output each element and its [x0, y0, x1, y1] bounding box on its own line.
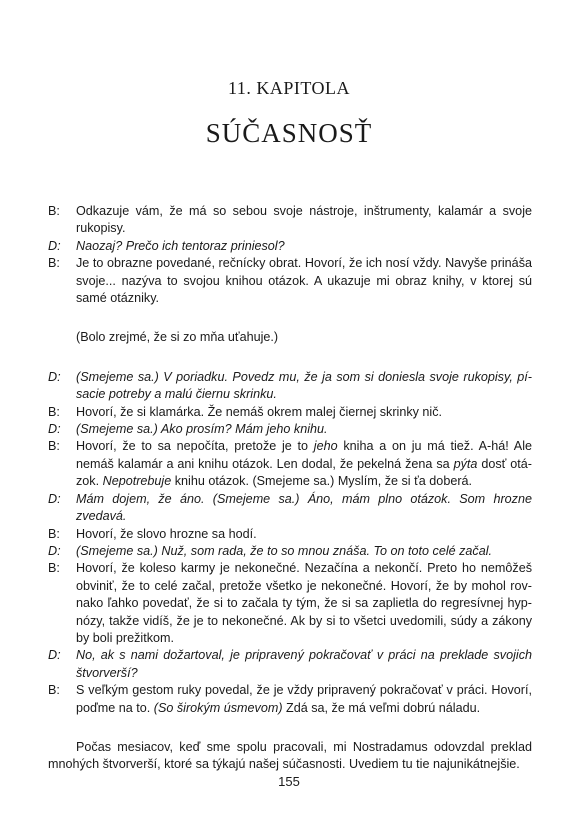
dialogue-text [76, 543, 532, 560]
dialogue-text [76, 404, 532, 421]
speaker-label: B: [48, 404, 60, 419]
dialogue-text [76, 421, 532, 438]
speaker-label: D: [48, 238, 61, 253]
dialogue-text [76, 369, 532, 404]
text-run: Odkazuje vám, že má so sebou svoje nástroje, inštrumenty, kalamár a svoje rukopisy. [76, 204, 532, 236]
dialogue-text [76, 647, 532, 682]
text-run: (Smejeme sa.) Ako prosím? Mám jeho knihu. [76, 422, 328, 437]
page-number: 155 [278, 774, 300, 789]
speaker-label: D: [48, 648, 61, 663]
chapter-label: 11. KAPITOLA [228, 78, 350, 98]
speaker-label: B: [48, 204, 60, 218]
speaker-label: D: [48, 369, 61, 384]
dialogue-text [76, 491, 532, 526]
dialogue-text [76, 682, 532, 717]
dialogue-line [48, 203, 532, 238]
speaker-label: B: [48, 526, 60, 541]
dialogue-line [48, 438, 532, 490]
dialogue-text [76, 438, 532, 490]
dialogue-line [48, 404, 532, 421]
text-run: (Smejeme sa.) Nuž, som rada, že to so mnou znáša. To on toto celé začal. [76, 543, 493, 558]
dialogue-text [76, 238, 532, 255]
dialogue-block [48, 203, 532, 307]
text-run: S veľkým gestom ruky povedal, že je vždy pripravený pokračovať v práci. Hovorí, poďme na to. [76, 683, 532, 715]
dialogue-text [76, 203, 532, 238]
dialogue-block [48, 369, 532, 717]
text-run: Hovorí, že si klamárka. Že nemáš okrem malej čiernej skrinky nič. [76, 404, 443, 419]
text-run: Hovorí, že to sa nepočíta, pretože je to [76, 439, 314, 454]
text-run: Hovorí, že koleso karmy je nekonečné. Nezačína a nekončí. Preto ho nemôžeš obviniť, že to celé začal, pretože všetko je nekonečné. Hovorí, že by mohol rovnako ľahko povedať, že si to začala ty tým, že si sa zaplietla do regresívnej hypnózy, takže vidíš, že je to nekonečné. Ak by si to všetci uvedomili, súdy a zákony by boli prežitkom. [76, 561, 532, 645]
text-run: (Smejeme sa.) V poriadku. Povedz mu, že ja som si doniesla svoje rukopisy, písacie potreby a malú čiernu skrinku. [76, 369, 532, 402]
text-run: No, ak s nami dožartoval, je pripravený pokračovať v práci na preklade svojich štvorverší? [76, 648, 532, 680]
dialogue-line [48, 369, 532, 404]
text-run: jeho [313, 439, 338, 454]
text-run: Zdá sa, že má veľmi dobrú náladu. [282, 700, 481, 715]
closing-paragraph: Počas mesiacov, keď sme spolu pracovali, mi Nostradamus odovzdal preklad mnohých štvorverší, ktoré sa týkajú našej súčasnosti. Uvediem tu tie najunikátnejšie. [48, 739, 532, 772]
dialogue-line [48, 560, 532, 647]
dialogue-line [48, 255, 532, 307]
text-run: Mám dojem, že áno. (Smejeme sa.) Áno, mám plno otázok. Som hrozne zvedavá. [76, 491, 532, 524]
text-run: Nepotrebuje [102, 474, 172, 489]
dialogue-line [48, 682, 532, 717]
text-run: kniha a on ju má tiež. A-há! Ale nemáš kalamár a ani knihu otázok. Len dodal, že pekelná žena sa [76, 439, 532, 471]
chapter-title: SÚČASNOSŤ [205, 118, 373, 148]
narration-note: (Bolo zrejmé, že si zo mňa uťahuje.) [76, 330, 279, 345]
speaker-label: D: [48, 543, 61, 558]
dialogue-text [76, 560, 532, 647]
text-run: Naozaj? Prečo ich tentoraz priniesol? [76, 238, 285, 253]
speaker-label: B: [48, 683, 60, 698]
speaker-label: B: [48, 561, 60, 576]
dialogue-line [48, 526, 532, 543]
text-run: Hovorí, že slovo hrozne sa hodí. [76, 526, 257, 541]
dialogue-line [48, 238, 532, 255]
text-run: pýta [453, 456, 478, 471]
text-run: knihu otázok. (Smejeme sa.) Myslím, že si ťa doberá. [171, 474, 473, 489]
dialogue-line [48, 491, 532, 526]
speaker-label: D: [48, 491, 61, 506]
dialogue-text [76, 255, 532, 307]
dialogue-line [48, 647, 532, 682]
text-run: dosť otázok. [76, 456, 532, 489]
text-run: (So širokým úsmevom) [153, 700, 283, 715]
dialogue-line [48, 543, 532, 560]
speaker-label: D: [48, 422, 61, 437]
speaker-label: B: [48, 439, 60, 454]
dialogue-text [76, 526, 532, 543]
speaker-label: B: [48, 256, 60, 271]
text-run: Je to obrazne povedané, rečnícky obrat. Hovorí, že ich nosí vždy. Navyše prináša svoje... nazýva to svojou knihou otázok. A ukazuje mi obraz knihy, v ktorej sú samé otázniky. [76, 256, 532, 306]
dialogue-line [48, 421, 532, 438]
body-text [48, 203, 532, 786]
